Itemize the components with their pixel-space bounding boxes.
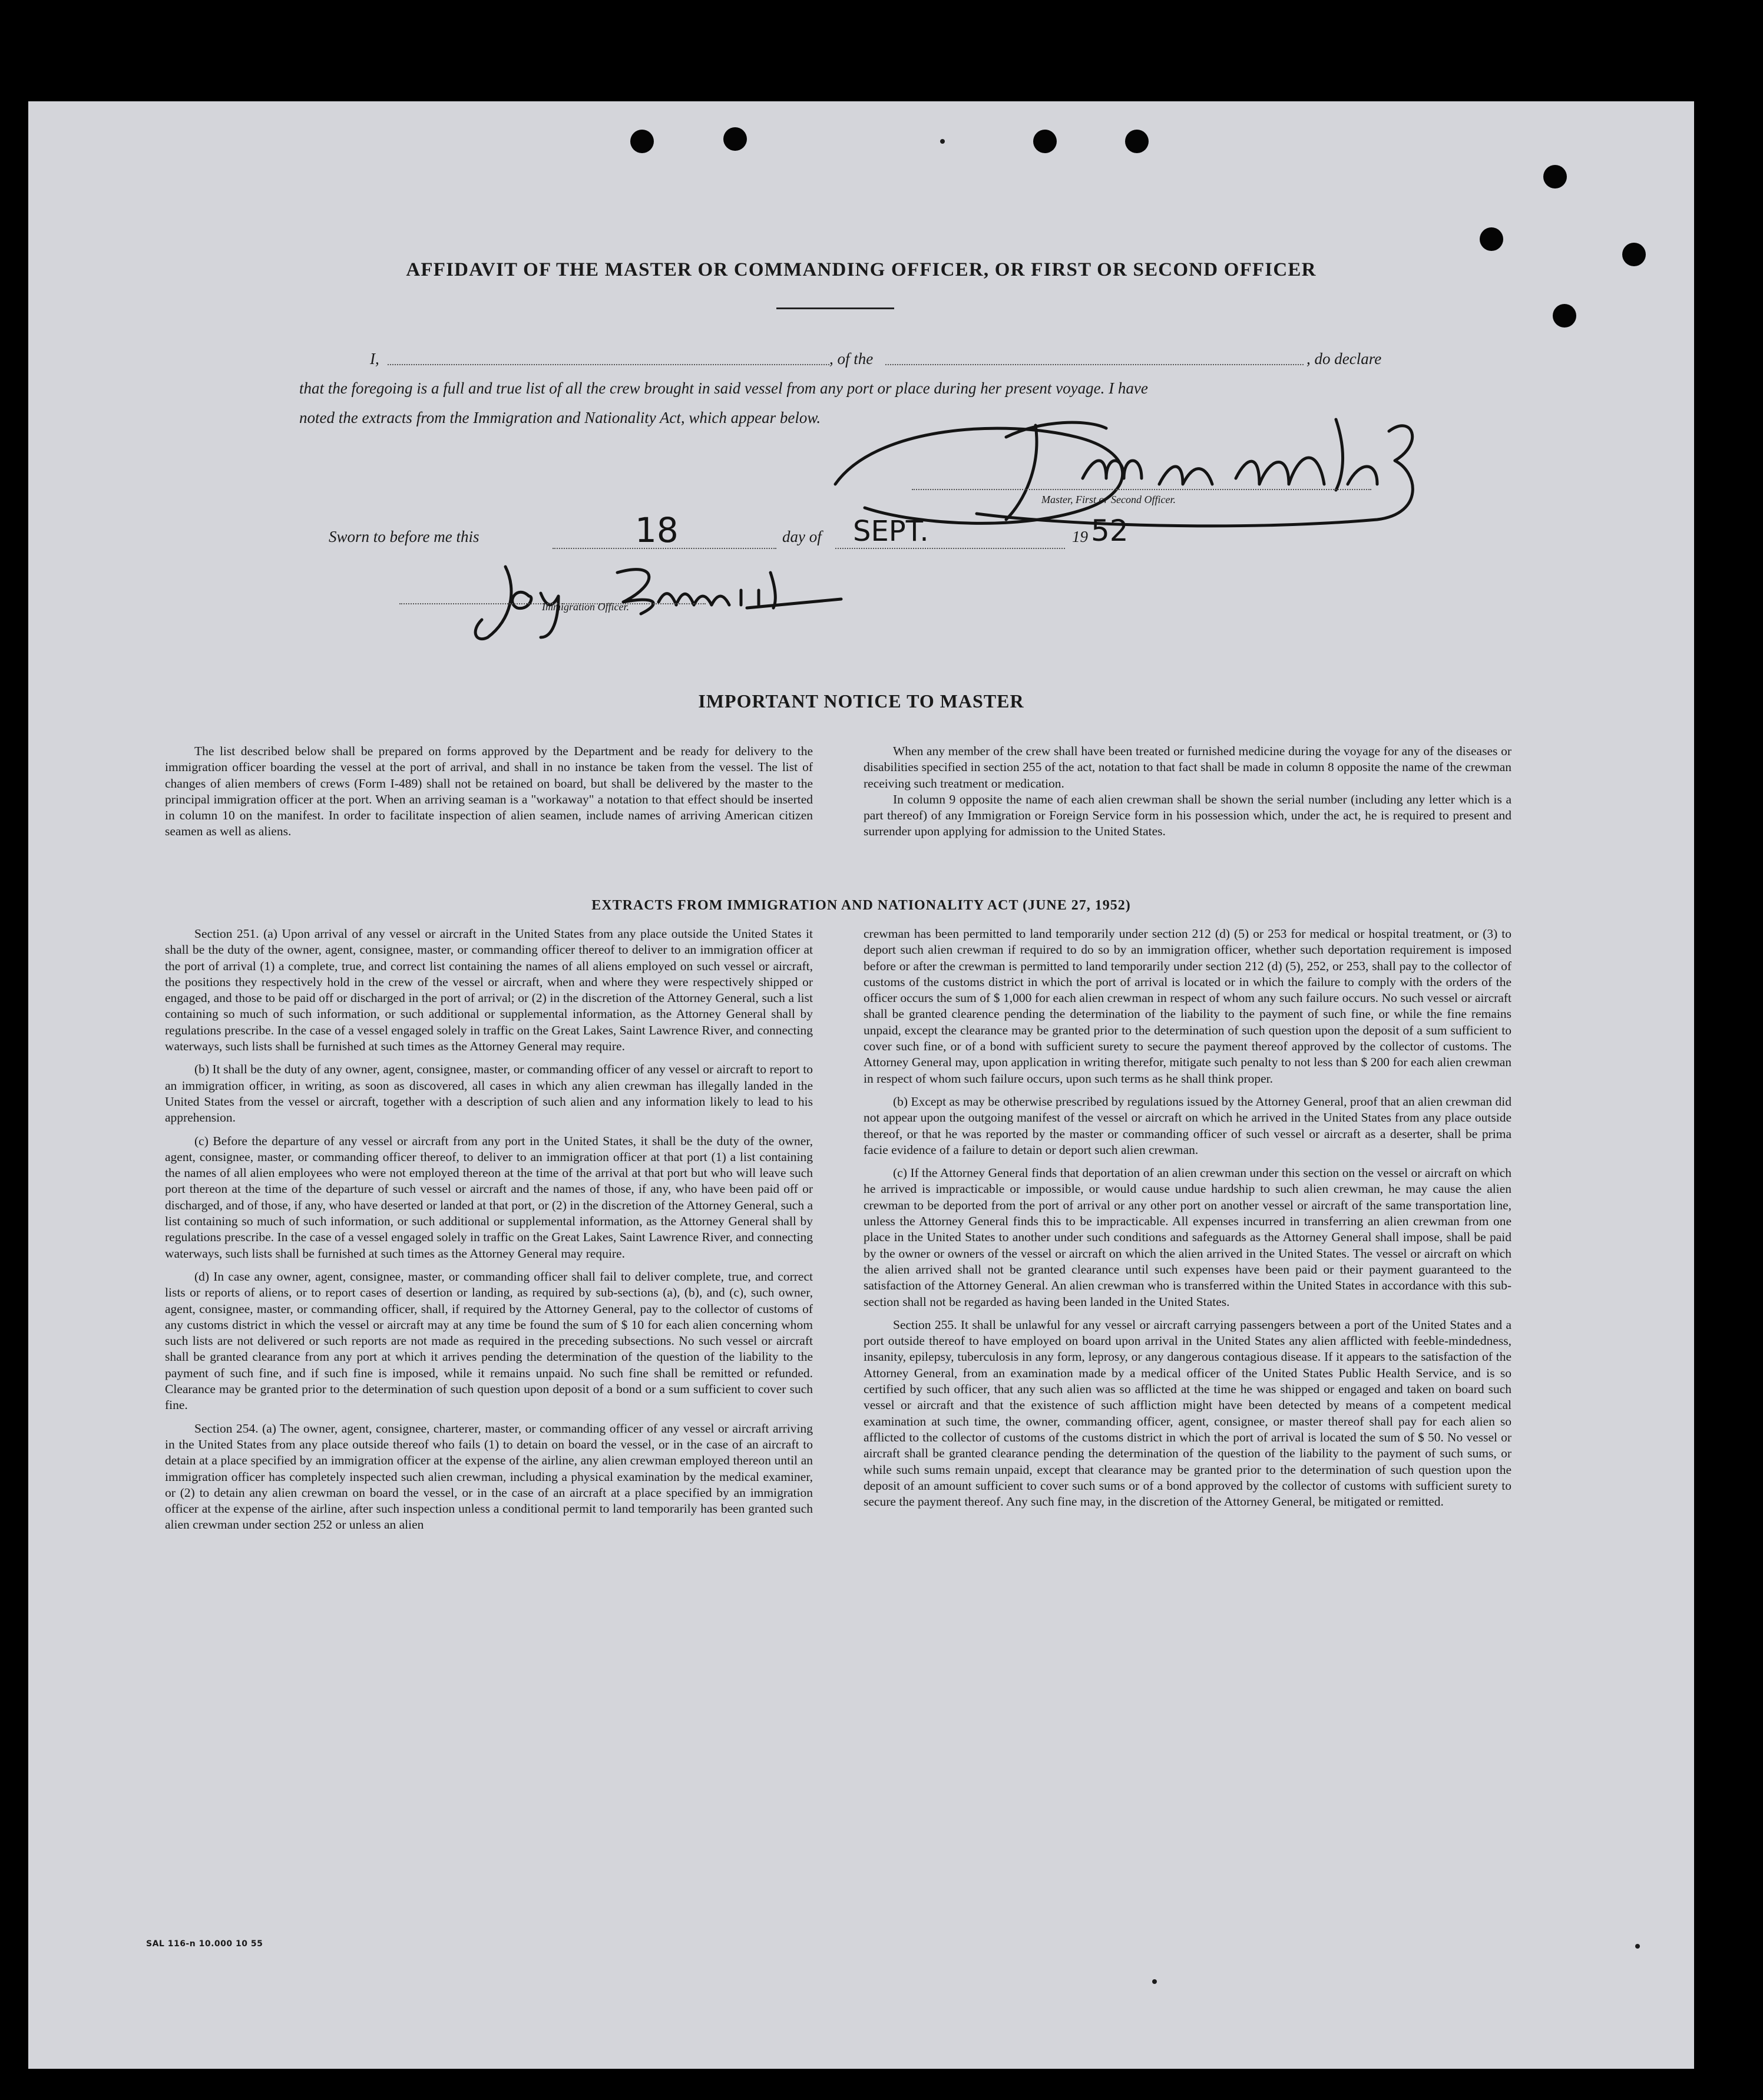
notice-title: IMPORTANT NOTICE TO MASTER [698, 690, 1024, 712]
punch-hole [723, 127, 747, 151]
sworn-year-prefix: 19 [1072, 528, 1088, 545]
declaration-line-2: that the foregoing is a full and true list of all the crew brought in said vessel from any port or place during her present voyage. I have [299, 379, 1148, 397]
notice-right-column [864, 743, 1511, 847]
punch-hole [1125, 130, 1149, 153]
extracts-right-column [864, 926, 1511, 1517]
notice-paragraph: In column 9 opposite the name of each alien crewman shall be shown the serial number (including any letter which is a part thereof) of any Immigration or Foreign Service form in his possession which, under the act, he is required to present and surrender upon applying for admission to the United States. [864, 792, 1511, 839]
extract-paragraph: (c) If the Attorney General finds that deportation of an alien crewman under this section on the vessel or aircraft on which he arrived is impracticable or impossible, or would cause undue hardship to such alien crewman, he may cause the alien crewman to be deported from the port of arrival or any other port on another vessel or aircraft of the same transportation line, unless the Attorney General finds this to be impracticable. All expenses incurred in transferring an alien crewman from one place in the United States to another under such conditions and safeguards as the Attorney General shall impose, shall be paid by the owner or owners of the vessel or aircraft on which the alien arrived in the United States. The vessel or aircraft on which the alien arrived shall not be granted clearance until such expenses have been paid or their payment guaranteed to the satisfaction of the Attorney General. An alien crewman who is transferred within the United States in accordance with this sub-section shall not be regarded as having been landed in the United States. [864, 1166, 1511, 1309]
title-divider [776, 307, 894, 309]
extract-paragraph: Section 254. (a) The owner, agent, consignee, charterer, master, or commanding officer of any vessel or aircraft arriving in the United States from any place outside thereof who fails (1) to detain on board the vessel, or in the case of an aircraft to detain at a place specified by an immigration officer at the expense of the airline, any alien crewman employed thereon until an immigration officer has completely inspected such alien crewman, including a physical examination by the medical examiner, or (2) to detain any alien crewman on board the vessel, or in the case of an aircraft at a place specified by an immigration officer at the expense of the airline, after such inspection unless a conditional permit to land temporarily has been granted such alien crewman under section 252 or unless an alien [165, 1421, 813, 1532]
extract-paragraph: (d) In case any owner, agent, consignee, master, or commanding officer shall fail to deliver complete, true, and correct lists or reports of aliens, or to report cases of desertion or landing, as required by sub-sections (a), (b), and (c), such owner, agent, consignee, master, or commanding officer, shall, if required by the Attorney General, pay to the collector of customs of any customs district in which the vessel or aircraft may at any time be found the sum of $ 10 for each alien concerning whom such lists are not delivered or such reports are not made as required in the preceding subsections. No such vessel or aircraft shall be granted clearance from any port at which it arrives pending the determination of the question of the liability to the payment of such fine, and if such fine is imposed, while it remains unpaid. No such fine shall be remitted or refunded. Clearance may be granted prior to the determination of such question upon deposit of a bond or a sum sufficient to cover such fine. [165, 1269, 813, 1413]
declaration-do-declare: , do declare [1306, 350, 1382, 368]
declaration-line-3: noted the extracts from the Immigration and Nationality Act, which appear below. [299, 409, 821, 426]
notice-paragraph: The list described below shall be prepared on forms approved by the Department and be ready for delivery to the immigration officer boarding the vessel at the port of arrival, and shall in no instance be taken from the vessel. The list of changes of alien members of crews (Form I-489) shall not be retained on board, but shall be delivered by the master to the principal immigration officer at the port. When an arriving seaman is a "workaway" a notation to that effect should be inserted in column 10 on the manifest. In order to facilitate inspection of alien seamen, include names of arriving American citizen seamen as well as aliens. [165, 744, 813, 839]
officer-caption: Immigration Officer. [542, 601, 629, 613]
dust-speck [1635, 1944, 1640, 1949]
sworn-month: SEPT. [853, 515, 929, 548]
notice-paragraph: When any member of the crew shall have been treated or furnished medicine during the voyage for any of the diseases or disabilities specified in section 255 of the act, notation to that fact shall be made in column 8 opposite the name of the crewman receiving such treatment or medication. [864, 744, 1511, 791]
declaration-of-the: , of the [829, 350, 874, 368]
extracts-title: EXTRACTS FROM IMMIGRATION AND NATIONALITY ACT (JUNE 27, 1952) [591, 898, 1131, 913]
extract-paragraph: (b) Except as may be otherwise prescribed by regulations issued by the Attorney General, proof that an alien crewman did not appear upon the outgoing manifest of the vessel or aircraft on which he arrived in the United States from any place outside thereof, or that he was reported by the master or commanding officer of such vessel or aircraft as a deserter, shall be prima facie evidence of a failure to detain or deport such alien crewman. [864, 1094, 1511, 1157]
punch-hole [1033, 130, 1057, 153]
dust-speck [940, 139, 945, 144]
sworn-day-of: day of [782, 528, 822, 545]
extracts-left-column [165, 926, 813, 1540]
punch-hole [630, 130, 654, 153]
extract-paragraph: (c) Before the departure of any vessel or aircraft from any port in the United States, it shall be the duty of the owner, agent, consignee, master, or commanding officer thereof, to deliver to an immigration officer at that port (1) a list containing the names of all alien employees who were not employed thereon at the time of the arrival at that port but who will leave such port thereon at the time of the departure of such vessel or aircraft and the names of those, if any, who have been paid off or discharged, and of those, if any, who have deserted or landed at that port, or (2) in the discretion of the Attorney General, such a list containing so much of such information, or such additional or supplemental information, as the Attorney General shall by regulations prescribe. In the case of a vessel engaged solely in traffic on the Great Lakes, Saint Lawrence River, and connecting waterways, such lists shall be furnished at such times as the Attorney General may require. [165, 1133, 813, 1261]
master-signature-line [912, 477, 1371, 490]
vessel-field-line [885, 352, 1304, 365]
name-field-line [388, 352, 829, 365]
declaration-i: I, [370, 350, 379, 368]
sworn-prefix: Sworn to before me this [329, 528, 479, 545]
dust-speck [1152, 1979, 1157, 1984]
punch-hole [1480, 227, 1503, 251]
extract-paragraph: Section 251. (a) Upon arrival of any vessel or aircraft in the United States from any place outside the United States it shall be the duty of the owner, agent, consignee, master, or commanding officer thereof to deliver to an immigration officer at the port of arrival (1) a complete, true, and correct list containing the names of all aliens employed on such vessel or aircraft, the positions they respectively hold in the crew of the vessel or aircraft, when and where they were respectively shipped or engaged, and those to be paid off or discharged in the port of arrival; or (2) in the discretion of the Attorney General, such a list containing so much of such information, or such additional or supplemental information, as the Attorney General shall by regulations prescribe. In the case of a vessel engaged solely in traffic on the Great Lakes, Saint Lawrence River, and connecting waterways, such lists shall be furnished at such times as the Attorney General may require. [165, 927, 813, 1054]
punch-hole [1543, 165, 1567, 188]
affidavit-title: AFFIDAVIT OF THE MASTER OR COMMANDING OFFICER, OR FIRST OR SECOND OFFICER [406, 259, 1317, 280]
form-code: SAL 116-n 10.000 10 55 [146, 1939, 263, 1949]
extract-paragraph: Section 255. It shall be unlawful for any vessel or aircraft carrying passengers between a port of the United States and a port outside thereof to have employed on board upon arrival in the United States any alien afflicted with feeble-mindedness, insanity, epilepsy, tuberculosis in any form, leprosy, or any dangerous contagious disease. If it appears to the satisfaction of the Attorney General, from an examination made by a medical officer of the United States Public Health Service, and is so certified by such officer, that any such alien was so afflicted at the time he was shipped or engaged and taken on board such vessel or aircraft and that the existence of such affliction might have been detected by means of a competent medical examination at such time, the owner, commanding officer, agent, consignee, or master thereof shall pay for each alien so afflicted to the collector of customs of the customs district in which the port of arrival is located the sum of $ 50. No vessel or aircraft shall be granted clearance pending the determination of the question of the liability to the payment of such sums, or while such sums remain unpaid, except that clearance may be granted prior to the determination of such question upon the deposit of an amount sufficient to cover such sums or of a bond approved by the collector of customs with sufficient surety to secure the payment thereof. Any such fine may, in the discretion of the Attorney General, be mitigated or remitted. [864, 1317, 1511, 1509]
extract-paragraph: (b) It shall be the duty of any owner, agent, consignee, master, or commanding officer of any vessel or aircraft to report to an immigration officer, in writing, as soon as discovered, all cases in which any alien crewman has illegally landed in the United States from the vessel or aircraft, together with a description of such alien and any information likely to lead to his apprehension. [165, 1062, 813, 1125]
sworn-day: 18 [635, 510, 679, 550]
punch-hole [1553, 304, 1576, 328]
document-page [28, 101, 1694, 2069]
extract-paragraph: crewman has been permitted to land temporarily under section 212 (d) (5) or 253 for medical or hospital treatment, or (3) to deport such alien crewman if required to do so by an immigration officer, whether such deportation requirement is imposed before or after the crewman is permitted to land temporarily under section 212 (d) (5), 252, or 253, shall pay to the collector of customs of the customs district in which the port of arrival is located or in which the failure to comply with the orders of the officer occurs the sum of $ 1,000 for each alien crewman in respect of whom any such failure occurs. No such vessel or aircraft shall be granted clearence pending the determination of the liability to the payment of such fine, or while the fine remains unpaid, except the clearance may be granted prior to the determination of such question upon the deposit of a sum sufficient to cover such fine, or of a bond with sufficient surety to secure the payment thereof approved by the collector of customs. The Attorney General may, upon application in writing therefor, mitigate such penalty to not less than $ 200 for each alien crewman in respect of whom such failure occurs, upon such terms as he shall think proper. [864, 927, 1511, 1086]
master-caption: Master, First or Second Officer. [1041, 494, 1176, 505]
sworn-year: 52 [1091, 514, 1129, 548]
notice-left-column [165, 743, 813, 847]
